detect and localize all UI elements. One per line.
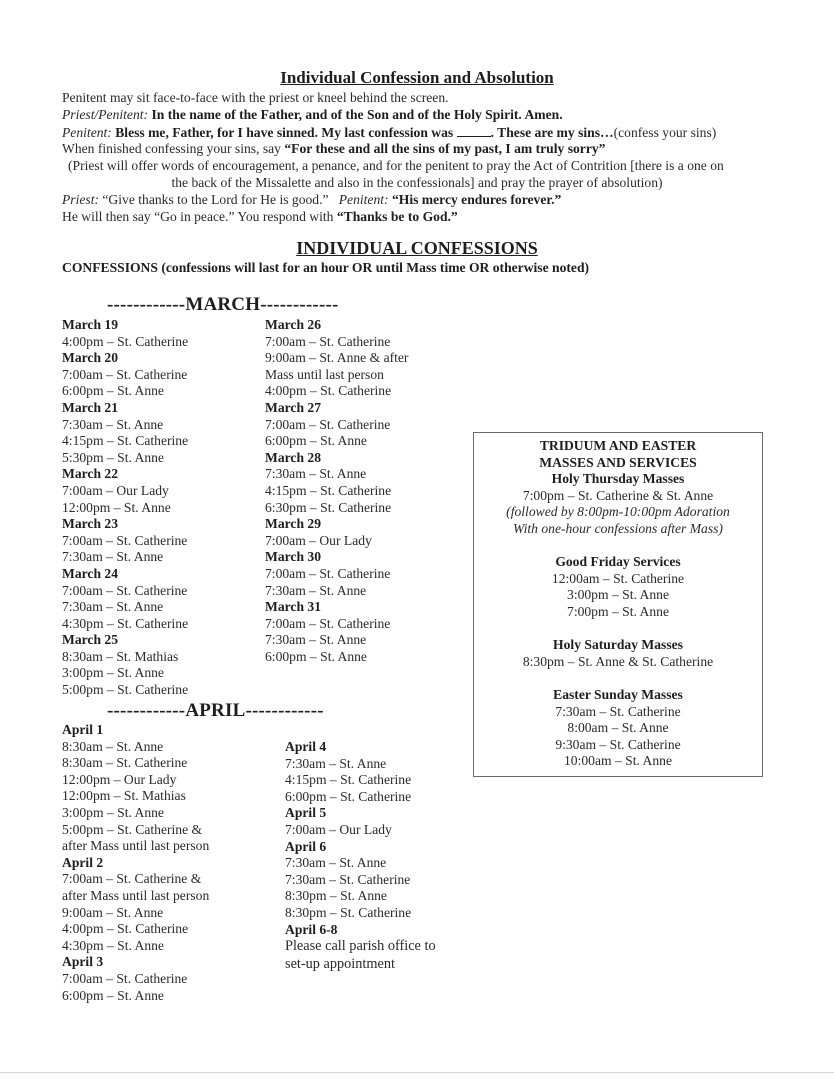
schedule-entry: 6:00pm – St. Anne <box>265 433 367 449</box>
schedule-day-heading: March 20 <box>62 350 119 366</box>
priest-note-line2: the back of the Missalette and also in the confessionals] and pray the prayer of absolution) <box>171 175 663 190</box>
schedule-entry: 4:15pm – St. Catherine <box>62 433 189 449</box>
fill-in-blank <box>457 124 491 137</box>
schedule-day-heading: April 1 <box>62 722 104 737</box>
schedule-day-heading: April 5 <box>285 805 327 821</box>
schedule-entry: 7:00am – St. Catherine <box>265 333 391 349</box>
triduum-sections <box>474 471 762 770</box>
thanks-line <box>62 192 561 209</box>
schedule-day-heading: April 6-8 <box>285 921 338 937</box>
schedule-entry: 7:30am – St. Anne <box>62 599 164 615</box>
schedule-day-heading: March 25 <box>62 632 119 648</box>
schedule-entry: 9:00am – St. Anne <box>62 904 164 920</box>
schedule-day-heading: March 24 <box>62 565 119 581</box>
priest-text: “Give thanks to the Lord for He is good.” <box>99 192 339 207</box>
schedule-entry: 7:00am – St. Catherine <box>62 532 188 548</box>
march-column-1 <box>62 317 188 699</box>
peace-response: “Thanks be to God.” <box>336 209 458 224</box>
schedule-day-heading: March 27 <box>265 399 322 415</box>
schedule-day-heading: March 26 <box>265 317 322 332</box>
service-heading: Holy Saturday Masses <box>553 637 683 653</box>
schedule-day-heading: March 23 <box>62 516 119 532</box>
schedule-entry: 6:00pm – St. Anne <box>62 987 164 1003</box>
service-heading: Good Friday Services <box>555 554 681 570</box>
schedule-entry: 6:00pm – St. Anne <box>265 648 367 664</box>
penitent-text: Bless me, Father, for I have sinned. My last confession was <box>115 125 454 140</box>
section-spacer <box>474 621 762 638</box>
schedule-entry: 4:00pm – St. Catherine <box>62 921 189 937</box>
penitent-line <box>62 124 716 142</box>
schedule-entry: 7:30am – St. Catherine <box>285 871 411 887</box>
schedule-day-heading: April 4 <box>285 739 327 754</box>
service-entry: 9:30am – St. Catherine <box>555 736 681 752</box>
schedule-entry: set-up appointment <box>285 955 395 972</box>
schedule-entry: 6:00pm – St. Catherine <box>285 788 412 804</box>
service-entry: 8:00am – St. Anne <box>567 720 669 736</box>
schedule-entry: 7:00am – Our Lady <box>62 482 169 498</box>
speaker-label: Penitent: <box>338 192 389 207</box>
schedule-entry: 4:15pm – St. Catherine <box>265 482 392 498</box>
schedule-entry: 4:00pm – St. Catherine <box>265 383 392 399</box>
schedule-day-heading: March 19 <box>62 317 119 332</box>
schedule-day-heading: March 21 <box>62 399 119 415</box>
schedule-entry: 12:00pm – St. Anne <box>62 499 171 515</box>
schedule-entry: 7:00am – St. Catherine <box>62 582 188 598</box>
service-entry: 8:30pm – St. Anne & St. Catherine <box>522 653 714 669</box>
service-entry: 7:00pm – St. Catherine & St. Anne <box>522 487 714 503</box>
speaker-label: Priest/Penitent: <box>62 107 149 122</box>
schedule-entry: 3:00pm – St. Anne <box>62 665 164 681</box>
service-note: (followed by 8:00pm-10:00pm Adoration <box>506 504 730 520</box>
section-spacer <box>474 538 762 555</box>
schedule-entry: 7:30am – St. Anne <box>265 582 367 598</box>
sorry-prefix: When finished confessing your sins, say <box>62 141 285 156</box>
schedule-entry: 4:30pm – St. Anne <box>62 937 164 953</box>
confession-guide-title: Individual Confession and Absolution <box>280 68 554 87</box>
schedule-entry: 3:00pm – St. Anne <box>62 804 164 820</box>
schedule-entry: 9:00am – St. Anne & after <box>265 350 409 366</box>
schedule-entry: Mass until last person <box>265 366 384 382</box>
schedule-entry: 7:00am – Our Lady <box>285 821 392 837</box>
sorry-quote: “For these and all the sins of my past, I am truly sorry” <box>284 141 606 156</box>
schedule-entry: after Mass until last person <box>62 887 210 903</box>
schedule-entry: Please call parish office to <box>285 938 436 955</box>
schedule-entry: 12:00pm – Our Lady <box>62 771 177 787</box>
box-title-line1: TRIDUUM AND EASTER <box>539 438 697 453</box>
service-note: With one-hour confessions after Mass) <box>513 520 723 536</box>
service-entry: 7:00pm – St. Anne <box>567 603 669 619</box>
schedule-entry: 5:00pm – St. Catherine & <box>62 821 203 837</box>
schedule-day-heading: March 29 <box>265 516 322 532</box>
april-column-1 <box>62 722 209 1004</box>
intro-text: Penitent may sit face-to-face with the priest or kneel behind the screen. <box>62 90 449 105</box>
priest-note-line1: (Priest will offer words of encouragement, a penance, and for the penitent to pray the Act of Contrition [there is a one on <box>68 158 724 173</box>
schedule-entry: 7:30am – St. Anne <box>265 632 367 648</box>
service-entry: 10:00am – St. Anne <box>564 753 672 769</box>
schedule-entry: 4:15pm – St. Catherine <box>285 772 412 788</box>
service-entry: 7:30am – St. Catherine <box>555 703 681 719</box>
schedule-entry: 7:30am – St. Anne <box>285 855 387 871</box>
month-heading-march: ------------MARCH------------ <box>107 294 339 315</box>
service-heading: Easter Sunday Masses <box>553 686 683 702</box>
schedule-entry: 7:30am – St. Anne <box>62 549 164 565</box>
speaker-label: Priest: <box>62 192 99 207</box>
schedule-entry: 4:30pm – St. Catherine <box>62 615 189 631</box>
opening-prayer: In the name of the Father, and of the Son and of the Holy Spirit. Amen. <box>151 107 563 122</box>
section-spacer <box>474 670 762 687</box>
schedule-entry: 7:30am – St. Anne <box>265 466 367 482</box>
sorry-line <box>62 141 605 158</box>
peace-prefix: He will then say “Go in peace.” You respond with <box>62 209 337 224</box>
schedule-entry: 7:30am – St. Anne <box>62 416 164 432</box>
schedule-day-heading: April 3 <box>62 954 104 970</box>
march-column-2 <box>265 317 408 665</box>
schedule-entry: 7:00am – St. Catherine <box>265 416 391 432</box>
triduum-content <box>474 438 762 770</box>
schedule-subtitle: CONFESSIONS (confessions will last for an hour OR until Mass time OR otherwise noted) <box>62 260 590 275</box>
service-entry: 12:00am – St. Catherine <box>551 570 685 586</box>
page-bottom-edge <box>0 1072 834 1073</box>
box-title-line2: MASSES AND SERVICES <box>539 454 697 470</box>
schedule-entry: 7:30am – St. Anne <box>285 755 387 771</box>
schedule-day-heading: March 30 <box>265 549 322 565</box>
schedule-entry: 8:30pm – St. Catherine <box>285 904 412 920</box>
opening-line <box>62 107 563 124</box>
peace-line <box>62 209 458 226</box>
schedule-entry: 7:00am – St. Catherine <box>62 970 188 986</box>
schedule-entry: 7:00am – St. Catherine <box>62 366 188 382</box>
schedule-entry: 6:00pm – St. Anne <box>62 383 164 399</box>
speaker-label: Penitent: <box>62 125 112 140</box>
schedule-day-heading: March 28 <box>265 449 322 465</box>
schedule-entry: 5:00pm – St. Catherine <box>62 682 189 698</box>
month-heading-april: ------------APRIL------------ <box>107 700 324 721</box>
schedule-entry: 5:30pm – St. Anne <box>62 449 164 465</box>
penitent-text-after: . These are my sins… <box>490 125 614 140</box>
schedule-entry: after Mass until last person <box>62 838 210 854</box>
service-entry: 3:00pm – St. Anne <box>567 587 669 603</box>
service-heading: Holy Thursday Masses <box>551 471 685 487</box>
schedule-day-heading: April 6 <box>285 838 327 854</box>
schedule-entry: 12:00pm – St. Mathias <box>62 788 186 804</box>
schedule-entry: 8:30am – St. Mathias <box>62 648 179 664</box>
schedule-day-heading: March 31 <box>265 599 322 615</box>
penitent-response: “His mercy endures forever.” <box>388 192 562 207</box>
schedule-entry: 8:30am – St. Catherine <box>62 755 188 771</box>
schedule-entry: 8:30am – St. Anne <box>62 738 164 754</box>
penitent-note: (confess your sins) <box>613 125 717 140</box>
schedule-day-heading: March 22 <box>62 466 119 482</box>
april-column-2 <box>285 739 436 973</box>
schedule-title: INDIVIDUAL CONFESSIONS <box>296 238 538 258</box>
schedule-entry: 6:30pm – St. Catherine <box>265 499 392 515</box>
schedule-entry: 8:30pm – St. Anne <box>285 888 387 904</box>
schedule-entry: 7:00am – St. Catherine <box>265 565 391 581</box>
schedule-entry: 4:00pm – St. Catherine <box>62 333 189 349</box>
schedule-day-heading: April 2 <box>62 854 104 870</box>
triduum-easter-box <box>473 432 763 777</box>
schedule-entry: 7:00am – Our Lady <box>265 532 372 548</box>
schedule-entry: 7:00am – St. Catherine <box>265 615 391 631</box>
schedule-entry: 7:00am – St. Catherine & <box>62 871 202 887</box>
